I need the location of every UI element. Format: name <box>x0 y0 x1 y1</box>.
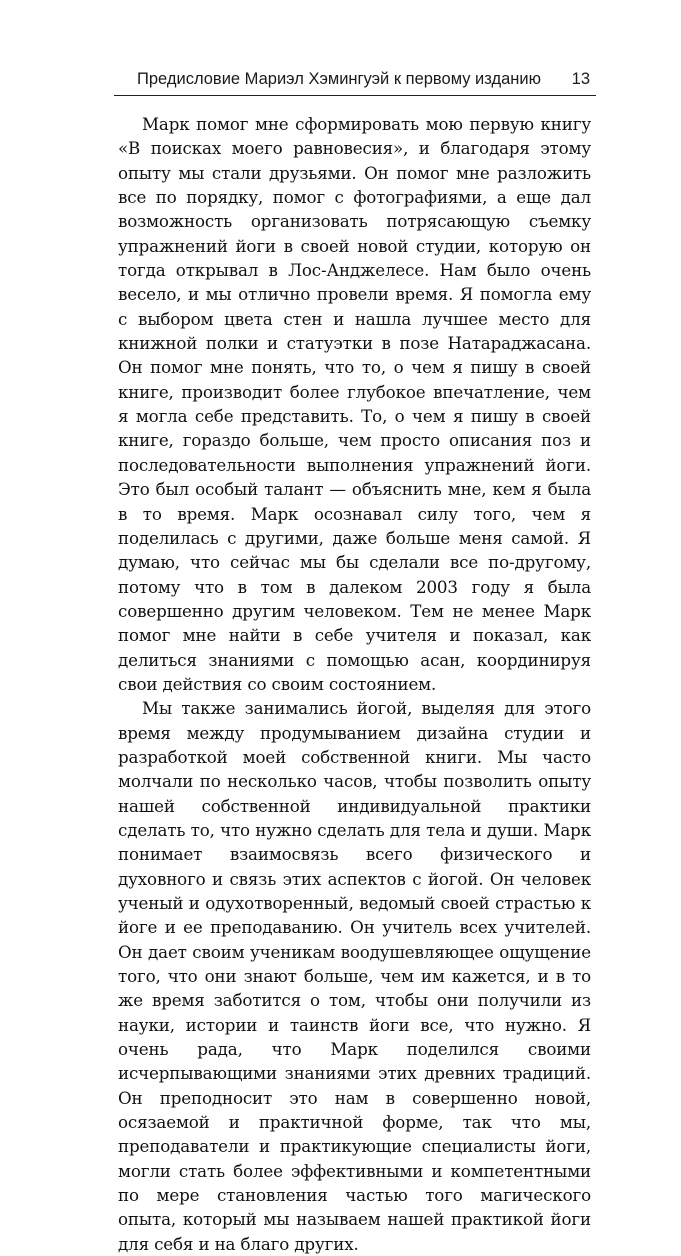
running-title: Предисловие Мариэл Хэмингуэй к первому изданию <box>137 70 541 88</box>
paragraph-2: Мы также занимались йогой, выделяя для этого время между продумыванием дизайна студии и разработкой моей собственной книги. Мы часто молчали по несколько часов, чтобы позволить опыту нашей собственной индивидуальной практики сделать то, что нужно сделать для тела и души. Марк понимает взаимосвязь всего физического и духовного и связь этих аспектов с йогой. Он человек ученый и одухотворенный, ведомый своей страстью к йоге и ее преподаванию. Он учитель всех учителей. Он дает своим ученикам воодушевляющее ощущение того, что они знают больше, чем им кажется, и в то же время заботится о том, чтобы они получили из науки, истории и таинств йоги все, что нужно. Я очень рада, что Марк поделился своими исчерпывающими знаниями этих древних традиций. Он преподносит это нам в совершенно новой, осязаемой и практичной форме, так что мы, преподаватели и практикующие специалисты йоги, могли стать более эффективными и компетентными по мере становления частью того магического опыта, который мы называем нашей практикой йоги для себя и на благо других. <box>118 698 591 1254</box>
paragraph-1: Марк помог мне сформировать мою первую книгу «В поисках моего равновесия», и благодаря этому опыту мы стали друзьями. Он помог мне разложить все по порядку, помог с фотографиями, а еще дал возможность организовать потрясающую съемку упражнений йоги в своей новой студии, которую он тогда открывал в Лос-Анджелесе. Нам было очень весело, и мы отлично провели время. Я помогла ему с выбором цвета стен и нашла лучшее место для книжной полки и статуэтки в позе Натараджасана. Он помог мне понять, что то, о чем я пишу в своей книге, производит более глубокое впечатление, чем я могла себе представить. То, о чем я пишу в своей книге, гораздо больше, чем просто описания поз и последовательности выполнения упражнений йоги. Это был особый талант — объяснить мне, кем я была в то время. Марк осознавал силу того, чем я поделилась с другими, даже больше меня самой. Я думаю, что сейчас мы бы сделали все по-другому, потому что в том в далеком 2003 году я была совершенно другим человеком. Тем не менее Марк помог мне найти в себе учителя и показал, как делиться знаниями с помощью асан, координируя свои действия со своим состоянием. <box>118 114 591 694</box>
body-text <box>118 112 591 1256</box>
running-head <box>114 66 596 96</box>
header-rule <box>114 95 596 96</box>
page-number: 13 <box>571 70 590 88</box>
